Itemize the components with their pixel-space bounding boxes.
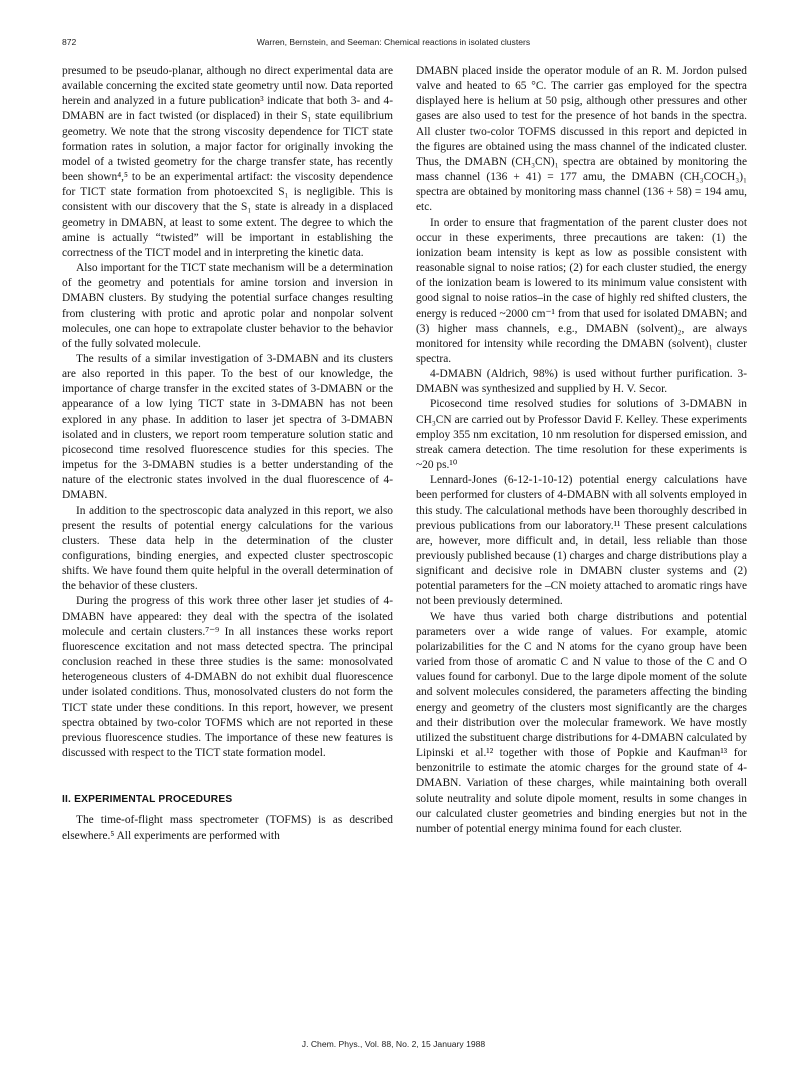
paragraph: The time-of-flight mass spectrometer (TOFMS) is as described elsewhere.⁵ All experiments are performed with [62, 814, 393, 842]
paragraph: During the progress of this work three other laser jet studies of 4-DMABN have appeared: they deal with the spectra of the isolated molecule and certain clusters.⁷⁻⁹ In all instances these works report fluorescence excitation and not mass detected spectra. The principal conclusion reached in these three studies is the same: monosolvated heterogeneous clusters of 4-DMABN do not exhibit dual fluorescence under isolated conditions. Thus, monosolvated clusters do not form the TICT state under these conditions. In this report, however, we present spectra obtained by two-color TOFMS which are not reported in these previous fluorescence studies. The importance of these new features is discussed with respect to the TICT state formation model. [62, 595, 393, 760]
paragraph: In addition to the spectroscopic data analyzed in this report, we also present the results of potential energy calculations for the various clusters. These data help in the determination of the cluster configurations, binding energies, and expected cluster spectroscopic shifts. We have found them quite helpful in the overall determination of the behavior of these clusters. [62, 504, 393, 593]
running-title: Warren, Bernstein, and Seeman: Chemical reactions in isolated clusters [256, 37, 531, 47]
paragraph: In order to ensure that fragmentation of the parent cluster does not occur in these experiments, three precautions are taken: (1) the ionization beam intensity is kept as low as possible consistent with reasonable signal to noise ratios; (2) for each cluster studied, the energy of the ionization beam is lowered to its minimum value consistent with good signal to noise ratios–in the case of highly red shifted clusters, the energy is reduced ~2000 cm⁻¹ from that used for isolated DMABN; and (3) higher mass channels, e.g., DMABN (solvent)₂, are always monitored for intensity while recording the DMABN (solvent)₁ cluster spectra. [416, 216, 747, 365]
paragraph: presumed to be pseudo-planar, although no direct experimental data are available concerning the excited state geometry until now. Data reported herein and analyzed in a future publication³ indicate that both 3- and 4-DMABN are in fact twisted (or displaced) in their S₁ state equilibrium geometry. We note that the strong viscosity dependence for TICT state formation rates in solution, a major factor for originally invoking the model of a twisted geometry for the charge transfer state, has recently been shown⁴,⁵ to be an experimental artifact: the viscosity dependence for TICT state formation from photoexcited S₁ is negligible. This is consistent with our discovery that the S₁ state is already in a displaced geometry in DMABN, at least to some extent. The degree to which the amine is actually “twisted” will be important in establishing the correctness of the TICT model and in interpreting the kinetic data. [62, 65, 393, 259]
right-column [416, 64, 747, 837]
paragraph: Also important for the TICT state mechanism will be a determination of the geometry and potentials for amine torsion and inversion in DMABN clusters. By studying the potential surface changes resulting from clustering with protic and aprotic polar and nonpolar solvent molecules, one can hope to extrapolate cluster behavior to the behavior of the fully solvated molecule. [62, 262, 393, 350]
paragraph: Picosecond time resolved studies for solutions of 3-DMABN in CH₃CN are carried out by Professor David F. Kelley. These experiments employ 355 nm excitation, 10 nm resolution for dispersed emission, and streak camera detection. The time resolution for these experiments is ~20 ps.¹⁰ [416, 398, 747, 472]
paragraph: The results of a similar investigation of 3-DMABN and its clusters are also reported in this paper. To the best of our knowledge, the importance of charge transfer in the excited states of 3-DMABN or the appearance of a low lying TICT state in 3-DMABN has not been explored in any phase. In addition to laser jet spectra of 3-DMABN isolated and in clusters, we report room temperature solution static and picosecond time resolved fluorescence studies for this species. The impetus for the 3-DMABN studies is a better understanding of the nature of the electronic states involved in the dual fluorescence of 4-DMABN. [62, 352, 393, 502]
paragraph: DMABN placed inside the operator module of an R. M. Jordon pulsed valve and heated to 65 °C. The carrier gas employed for the spectra displayed here is helium at 50 psig, although other pressures and other gases are also used to test for the presence of hot bands in the spectra. All cluster two-color TOFMS discussed in this report and depicted in the figures are obtained using the mass channel of the indicated cluster. Thus, the DMABN (CH₃CN)₁ spectra are obtained by monitoring the mass channel (136 + 41) = 177 amu, the DMABN (CH₃COCH₃)₁ spectra are obtained by monitoring mass channel (136 + 58) = 194 amu, etc. [416, 65, 747, 214]
section-heading: II. EXPERIMENTAL PROCEDURES [62, 794, 233, 806]
paragraph: Lennard-Jones (6-12-1-10-12) potential energy calculations have been performed for clusters of 4-DMABN with all solvents employed in this study. The calculational methods have been thoroughly described in previous publications from our laboratory.¹¹ These present calculations are, however, more difficult and, in detail, less reliable than those previously published because (1) charges and charge distributions play a significant and decisive role in DMABN cluster systems and (2) potential parameters for the –CN moiety attached to aromatic rings have not been previously determined. [416, 474, 747, 608]
paragraph: We have thus varied both charge distributions and potential parameters over a wide range of values. For example, atomic polarizabilities for the C and N atoms for the cyano group have been varied from those of aromatic C and N value to those of the C and O values found for carbonyl. Due to the large dipole moment of the solute and solvent molecules considered, the parameters affecting the binding energy and geometry of the clusters most significantly are the charges and their distribution over the molecular framework. We have mostly utilized the substituent charge distributions for 4-DMABN calculated by Lipinski et al.¹² together with those of Popkie and Kaufman¹³ for benzonitrile to estimate the atomic charges for the ground state of 4-DMABN. Variation of these charges, while maintaining both overall solute neutrality and solute dipole moment, results in some changes in our calculated cluster geometries and binding energies but not in the number of potential energy minima found for each cluster. [416, 610, 747, 835]
page-header [0, 37, 787, 51]
page-number: 872 [62, 37, 77, 47]
journal-citation-footer: J. Chem. Phys., Vol. 88, No. 2, 15 January 1988 [301, 1039, 486, 1049]
left-column [62, 64, 393, 844]
paragraph: 4-DMABN (Aldrich, 98%) is used without further purification. 3-DMABN was synthesized and supplied by H. V. Secor. [416, 368, 747, 396]
